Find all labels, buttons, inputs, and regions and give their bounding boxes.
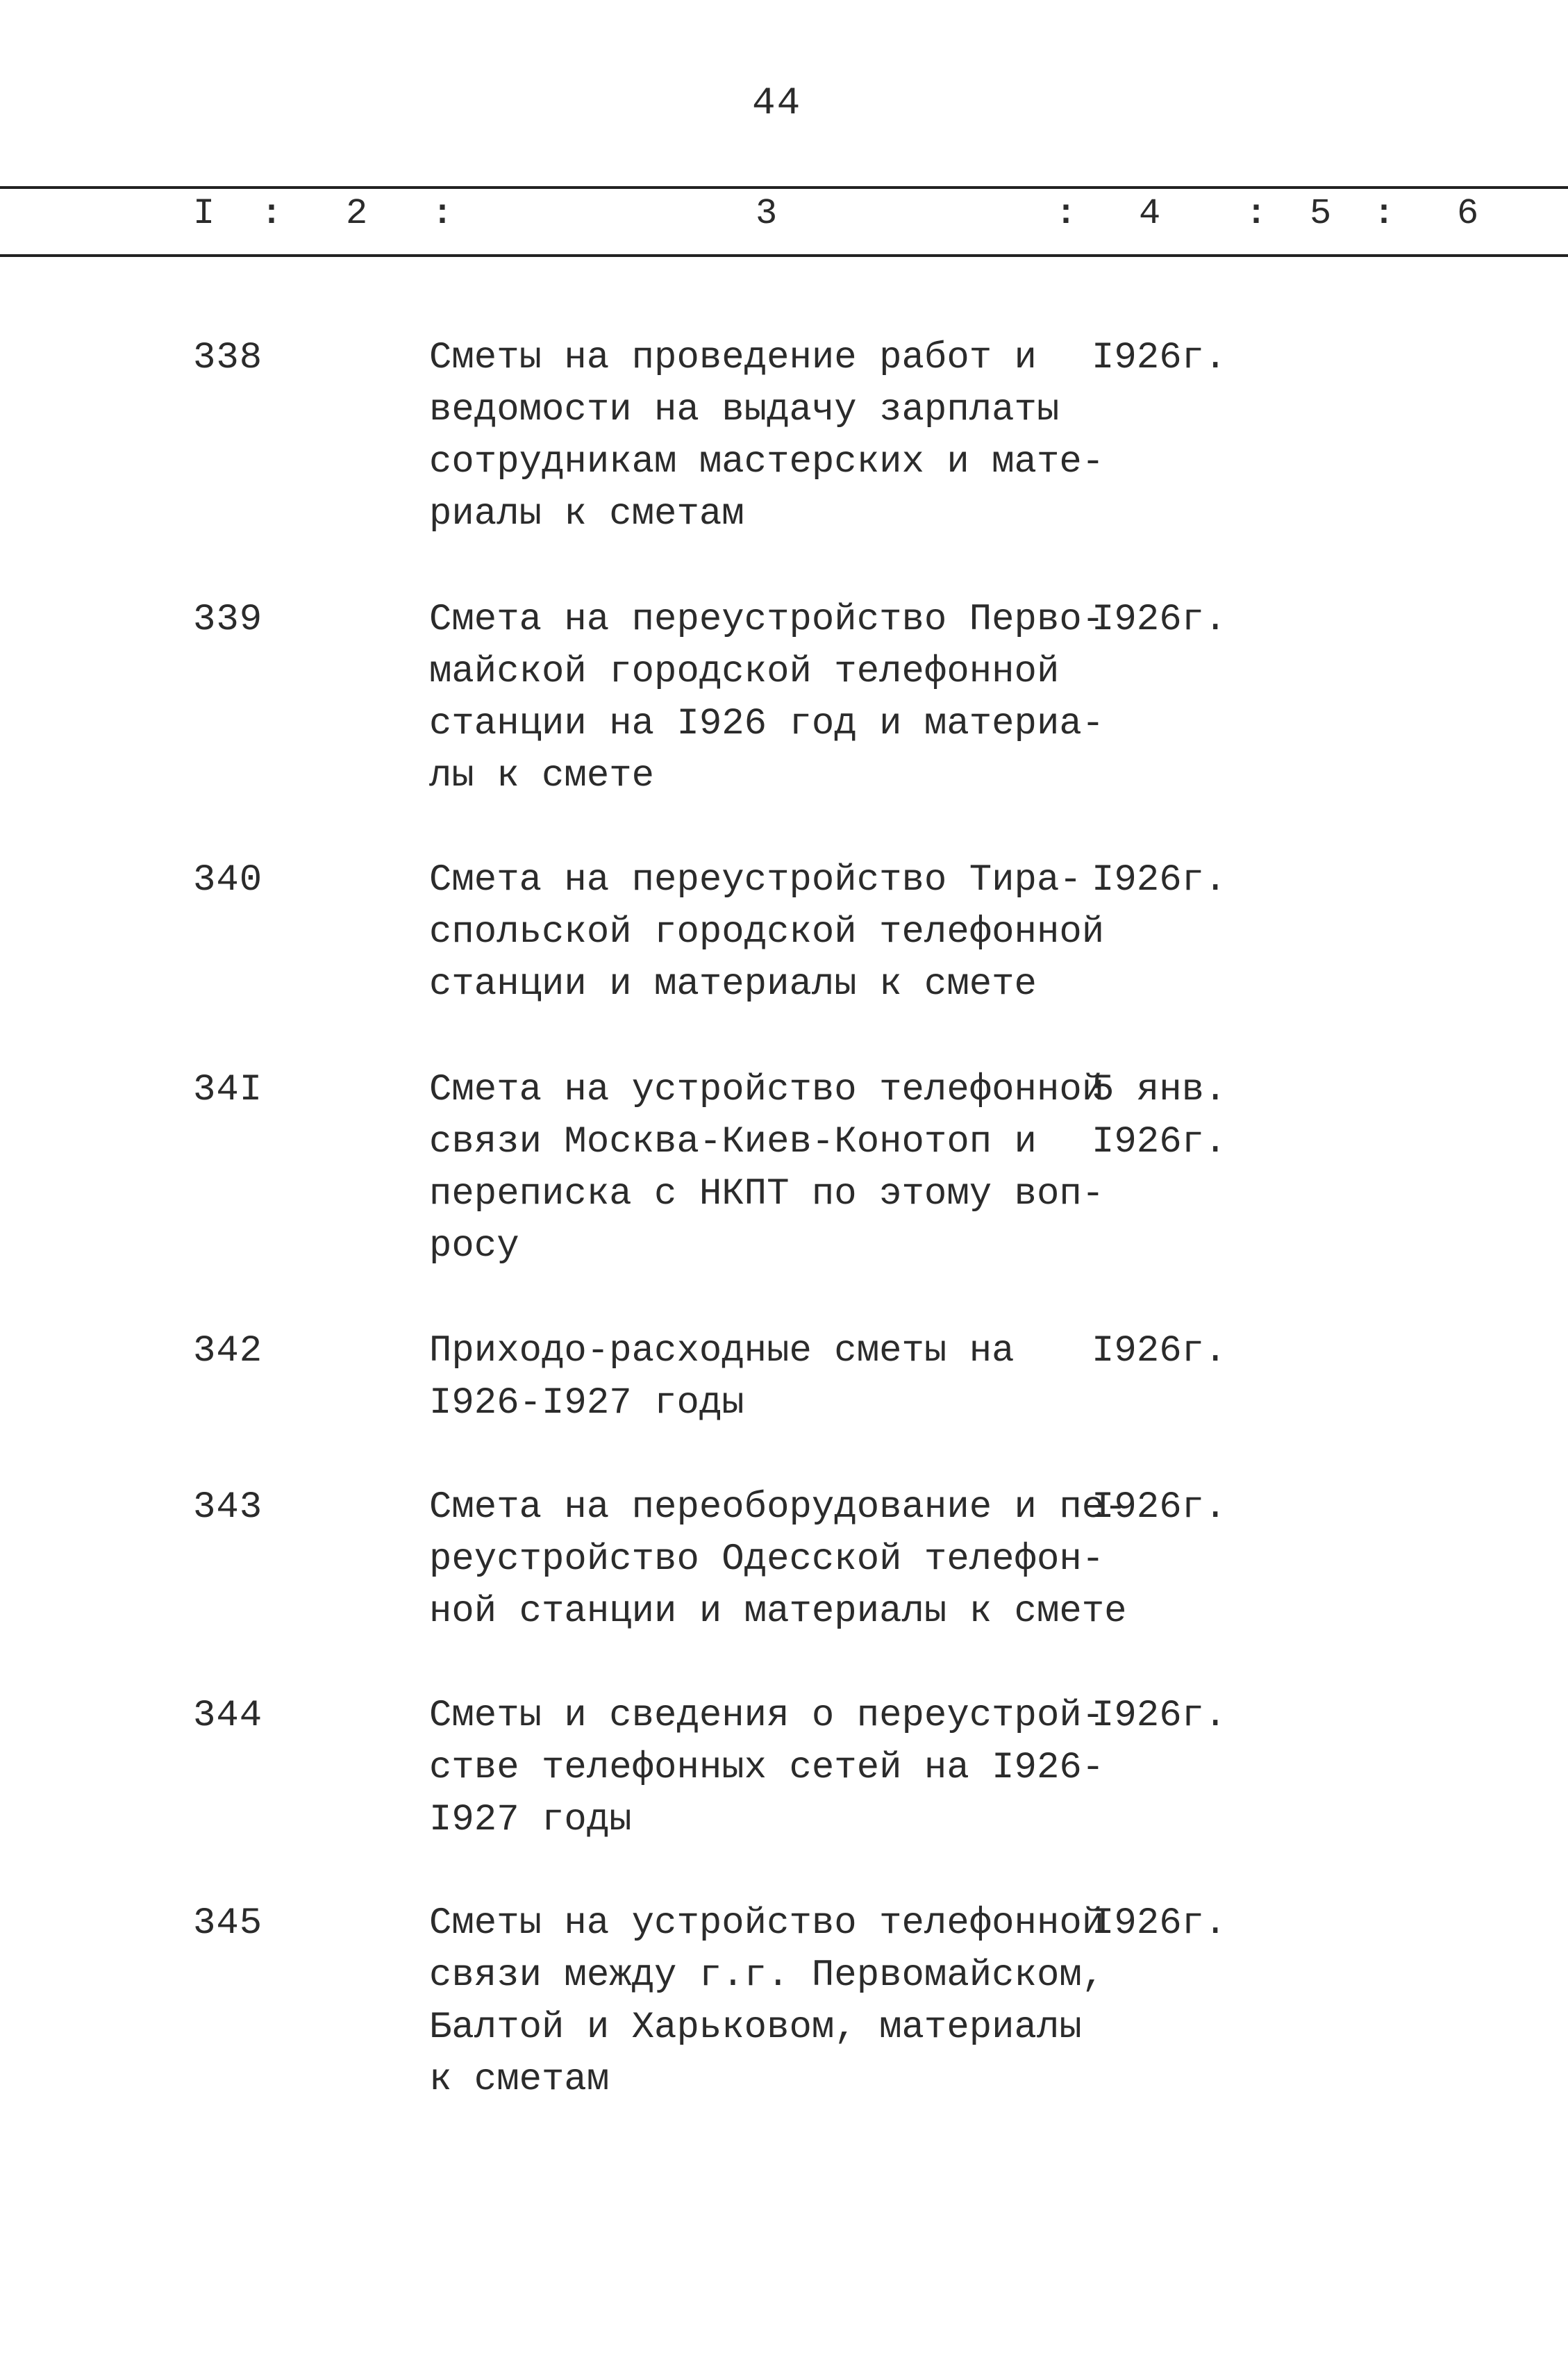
entry-title [429,1481,1127,1638]
entry-title-line: переписка с НКПТ по этому воп- [429,1173,1105,1215]
entry-title-line: росу [429,1225,519,1268]
entry-title-line: Сметы на проведение работ и [429,337,1037,379]
entry-title-line: Смета на переоборудование и пе- [429,1486,1127,1529]
entry-title-line: I926-I927 годы [429,1382,744,1425]
entry-title-line: к сметам [429,2059,610,2101]
entry-date [1092,1481,1226,1534]
entry-date-line: 5 янв. [1092,1069,1227,1111]
entry-title-line: Смета на устройство телефонной [429,1069,1105,1111]
entry-number: 338 [193,337,263,379]
column-separator: : [432,194,453,234]
entry-number: 344 [193,1695,263,1737]
column-header-1: I [193,193,215,234]
entry-title-line: стве телефонных сетей на I926- [429,1747,1105,1789]
entry-title-line: спольской городской телефонной [429,911,1105,954]
entry-title-line: I927 годы [429,1799,632,1841]
entry-date-line: I926г. [1092,1902,1227,1945]
entry-title [429,1690,1105,1846]
entry-date-line: I926г. [1092,1486,1227,1529]
header-bottom-rule [0,254,1568,257]
column-header-2: 2 [346,193,368,234]
entry-date-line: I926г. [1092,859,1227,902]
entry-title-line: станции и материалы к смете [429,963,1037,1006]
column-header-6: 6 [1457,193,1479,234]
entry-date [1092,332,1226,384]
page-number: 44 [752,81,802,125]
entry-title-line: станции на I926 год и материа- [429,703,1105,745]
entry-title [429,854,1105,1011]
entry-title-line: Смета на переустройство Тира- [429,859,1082,902]
entry-date-line: I926г. [1092,337,1227,379]
entry-number: 340 [193,859,263,902]
header-top-rule [0,186,1568,189]
entry-date [1092,1064,1226,1168]
entry-number: 345 [193,1902,263,1945]
entry-number: 34I [193,1069,263,1111]
entry-number: 343 [193,1486,263,1529]
entry-title [429,594,1105,802]
entry-date-line: I926г. [1092,1121,1227,1163]
entry-title-line: реустройство Одесской телефон- [429,1538,1105,1581]
entry-date [1092,1897,1226,1950]
entry-title-line: ведомости на выдачу зарплаты [429,389,1060,431]
entry-title [429,1325,1096,1429]
entry-date [1092,1325,1226,1377]
entry-title-line: риалы к сметам [429,493,744,535]
entry-date [1092,1690,1226,1742]
entry-title-line: Сметы на устройство телефонной [429,1902,1105,1945]
entry-title-line: Балтой и Харьковом, материалы [429,2007,1082,2049]
entry-date-line: I926г. [1092,1330,1227,1372]
entry-title-line: майской городской телефонной [429,651,1060,693]
entry-title-line: Приходо-расходные сметы на [429,1330,1015,1372]
entry-title [429,1897,1105,2106]
entry-date [1092,854,1226,906]
entry-date-line: I926г. [1092,1695,1227,1737]
entry-date-line: I926г. [1092,599,1227,641]
column-header-4: 4 [1139,193,1161,234]
entry-title-line: связи Москва-Киев-Конотоп и [429,1121,1037,1163]
entry-title-line: связи между г.г. Первомайском, [429,1954,1105,1997]
entry-title-line: Сметы и сведения о переустрой- [429,1695,1105,1737]
entry-title-line: лы к смете [429,755,655,797]
entry-title-line: Смета на переустройство Перво- [429,599,1105,641]
column-separator: : [1056,194,1077,234]
entry-number: 342 [193,1330,263,1372]
column-separator: : [261,194,283,234]
entry-title [429,1064,1105,1272]
column-header-5: 5 [1310,193,1332,234]
column-separator: : [1246,194,1267,234]
entry-number: 339 [193,599,263,641]
column-header-3: 3 [756,193,778,234]
entry-date [1092,594,1226,646]
entry-title [429,332,1105,540]
entry-title-line: сотрудникам мастерских и мате- [429,441,1105,483]
entry-title-line: ной станции и материалы к смете [429,1591,1127,1633]
column-separator: : [1374,194,1395,234]
